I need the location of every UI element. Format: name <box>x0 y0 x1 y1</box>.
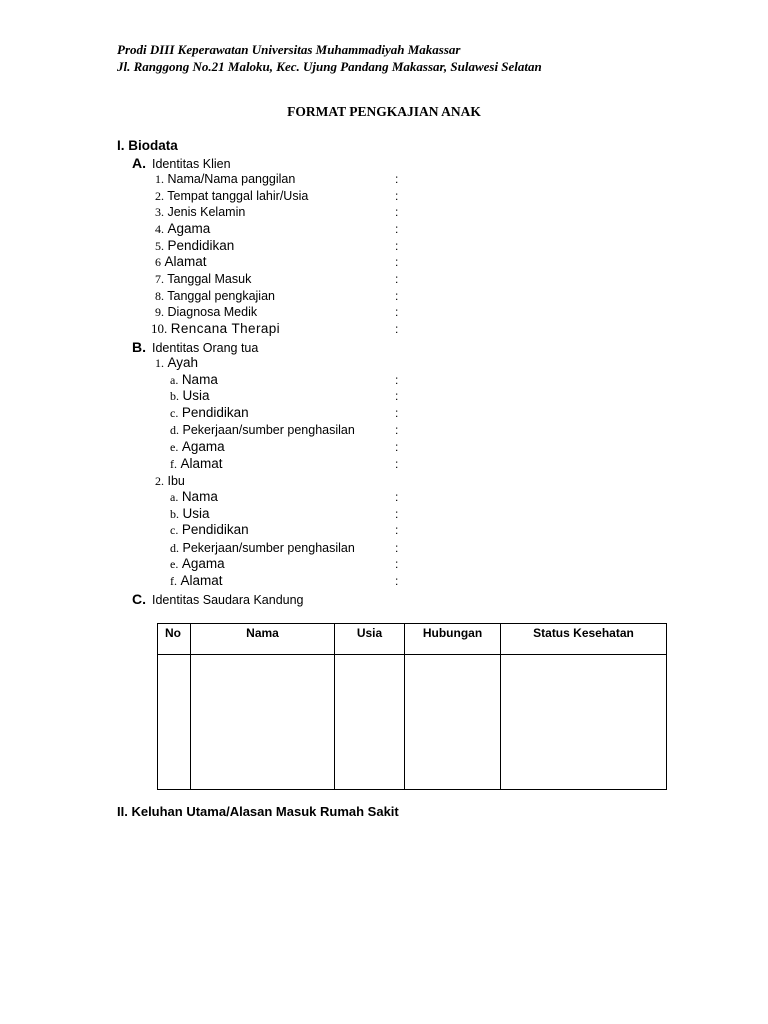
field-label: Agama <box>181 556 225 571</box>
sibling-table <box>157 623 667 790</box>
field-label: Tanggal pengkajian <box>167 289 275 303</box>
field-label: Nama <box>181 372 218 387</box>
field-row <box>170 439 225 455</box>
field-row <box>151 321 280 337</box>
item-number: b. <box>170 389 179 403</box>
field-colon: : <box>395 490 399 504</box>
field-colon: : <box>395 523 399 537</box>
section-biodata-heading: I. Biodata <box>117 138 178 153</box>
field-colon: : <box>395 172 399 186</box>
section-keluhan-heading: II. Keluhan Utama/Alasan Masuk Rumah Sakit <box>117 804 399 819</box>
field-label: Nama/Nama panggilan <box>167 172 296 186</box>
field-label: Agama <box>167 221 211 236</box>
table-cell-nama[interactable] <box>191 655 335 790</box>
subsection-c-heading <box>132 591 304 607</box>
field-colon: : <box>395 222 399 236</box>
field-row <box>170 405 249 421</box>
item-number: c. <box>170 523 179 537</box>
table-header-row <box>158 624 667 655</box>
field-row <box>155 254 207 270</box>
field-label: Usia <box>182 506 210 521</box>
column-header-nama: Nama <box>191 624 335 655</box>
subsection-label: Identitas Klien <box>152 157 231 171</box>
subsection-label: Identitas Saudara Kandung <box>152 593 304 607</box>
column-header-hubungan: Hubungan <box>405 624 501 655</box>
field-colon: : <box>395 322 399 336</box>
item-number: 3. <box>155 205 164 219</box>
field-row <box>170 506 210 522</box>
field-label: Pendidikan <box>181 405 249 420</box>
item-number: d. <box>170 541 179 555</box>
field-row <box>170 489 218 505</box>
table-row <box>158 655 667 790</box>
field-label: Ibu <box>167 474 185 488</box>
table-cell-usia[interactable] <box>335 655 405 790</box>
item-number: 2. <box>155 474 164 488</box>
field-colon: : <box>395 440 399 454</box>
field-label: Ayah <box>167 355 199 370</box>
field-colon: : <box>395 189 399 203</box>
field-colon: : <box>395 305 399 319</box>
item-number: 2. <box>155 189 164 203</box>
field-row <box>170 556 225 572</box>
field-row <box>155 305 257 320</box>
field-row <box>170 522 249 538</box>
field-row <box>170 456 223 472</box>
table-cell-no[interactable] <box>158 655 191 790</box>
field-label: Pekerjaan/sumber penghasilan <box>182 423 355 437</box>
item-number: c. <box>170 406 179 420</box>
field-label: Nama <box>181 489 218 504</box>
institution-address: Jl. Ranggong No.21 Maloku, Kec. Ujung Pandang Makassar, Sulawesi Selatan <box>117 59 542 74</box>
field-row <box>170 573 223 589</box>
table-cell-hubungan[interactable] <box>405 655 501 790</box>
parent-ayah-heading <box>155 355 198 371</box>
subsection-letter: A. <box>132 155 146 171</box>
field-colon: : <box>395 406 399 420</box>
field-label: Jenis Kelamin <box>167 205 246 219</box>
item-number: 4. <box>155 222 164 236</box>
field-row <box>155 238 234 254</box>
item-number: b. <box>170 507 179 521</box>
field-label: Agama <box>181 439 225 454</box>
field-label: Pendidikan <box>181 522 249 537</box>
field-label: Usia <box>182 388 210 403</box>
field-label: Diagnosa Medik <box>167 305 258 319</box>
column-header-no: No <box>158 624 191 655</box>
item-number: e. <box>170 557 179 571</box>
field-colon: : <box>395 205 399 219</box>
item-number: 5. <box>155 239 164 253</box>
field-label: Alamat <box>164 254 207 269</box>
item-number: 8. <box>155 289 164 303</box>
field-colon: : <box>395 239 399 253</box>
field-colon: : <box>395 574 399 588</box>
field-row <box>155 172 295 187</box>
field-colon: : <box>395 557 399 571</box>
item-number: f. <box>170 457 177 471</box>
field-label: Pendidikan <box>167 238 235 253</box>
field-label: Alamat <box>180 456 223 471</box>
item-number: f. <box>170 574 177 588</box>
item-number: 1. <box>155 356 164 370</box>
item-number: 1. <box>155 172 164 186</box>
field-row <box>155 205 245 220</box>
field-row <box>170 541 355 556</box>
subsection-b-heading <box>132 339 258 355</box>
column-header-status-kesehatan: Status Kesehatan <box>501 624 667 655</box>
field-colon: : <box>395 255 399 269</box>
column-header-usia: Usia <box>335 624 405 655</box>
item-number: d. <box>170 423 179 437</box>
field-row <box>170 388 210 404</box>
item-number: a. <box>170 373 179 387</box>
subsection-letter: B. <box>132 339 146 355</box>
field-row <box>155 272 251 287</box>
item-number: 10. <box>151 321 168 336</box>
field-colon: : <box>395 541 399 555</box>
institution-name: Prodi DIII Keperawatan Universitas Muhammadiyah Makassar <box>117 42 461 57</box>
item-number: a. <box>170 490 179 504</box>
field-row <box>155 289 275 304</box>
field-colon: : <box>395 272 399 286</box>
subsection-letter: C. <box>132 591 146 607</box>
field-row <box>155 221 210 237</box>
document-title: FORMAT PENGKAJIAN ANAK <box>287 104 481 119</box>
field-row <box>155 189 308 204</box>
field-label: Alamat <box>180 573 223 588</box>
item-number: e. <box>170 440 179 454</box>
item-number: 9. <box>155 305 164 319</box>
field-colon: : <box>395 457 399 471</box>
table-cell-status-kesehatan[interactable] <box>501 655 667 790</box>
field-row <box>170 423 355 438</box>
field-colon: : <box>395 373 399 387</box>
field-label: Tanggal Masuk <box>167 272 252 286</box>
field-label: Pekerjaan/sumber penghasilan <box>182 541 355 555</box>
field-colon: : <box>395 423 399 437</box>
parent-ibu-heading <box>155 474 185 489</box>
field-colon: : <box>395 289 399 303</box>
field-row <box>170 372 218 388</box>
field-colon: : <box>395 507 399 521</box>
field-colon: : <box>395 389 399 403</box>
item-number: 6 <box>155 255 161 269</box>
subsection-a-heading <box>132 155 231 171</box>
field-label: Tempat tanggal lahir/Usia <box>167 189 309 203</box>
item-number: 7. <box>155 272 164 286</box>
field-label: Rencana Therapi <box>170 321 281 336</box>
subsection-label: Identitas Orang tua <box>152 341 259 355</box>
